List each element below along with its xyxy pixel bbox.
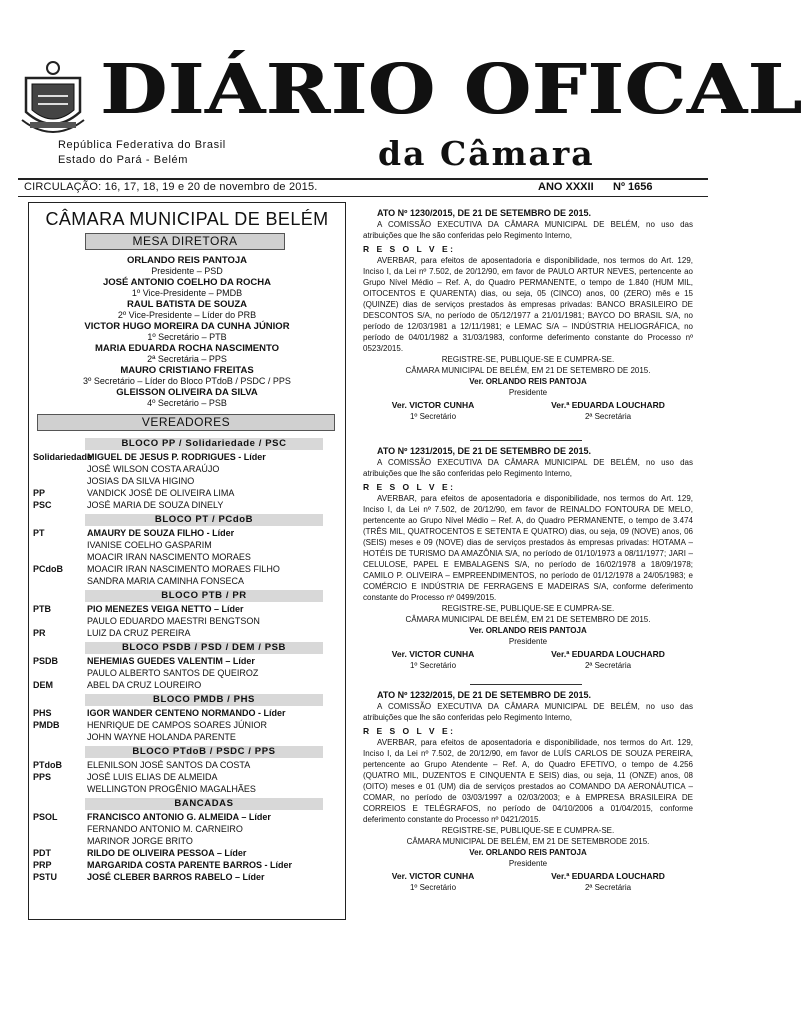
council-member-row	[29, 835, 345, 847]
signatures	[363, 871, 693, 895]
board-member-role: 1º Secretário – PTB	[147, 332, 227, 342]
council-member-name: PAULO EDUARDO MAESTRI BENGTSON	[87, 616, 260, 626]
party-label: PTdoB	[33, 760, 62, 770]
council-member-row	[29, 759, 345, 771]
council-member-row	[29, 551, 345, 563]
council-member-name: RILDO DE OLIVEIRA PESSOA – Líder	[87, 848, 247, 858]
signature-first-secretary	[363, 871, 503, 893]
signature-first-secretary	[363, 400, 503, 422]
council-member-name: VANDICK JOSÉ DE OLIVEIRA LIMA	[87, 488, 235, 498]
board-member-name: RAUL BATISTA DE SOUZA	[127, 299, 247, 310]
council-member-name: MARGARIDA COSTA PARENTE BARROS - Líder	[87, 860, 293, 870]
council-member-name: MARINOR JORGE BRITO	[87, 836, 193, 846]
act-block	[363, 690, 693, 895]
act-publish: REGISTRE-SE, PUBLIQUE-SE E CUMPRA-SE.	[441, 604, 615, 613]
council-member-row	[29, 487, 345, 499]
chamber-name: CÂMARA MUNICIPAL DE BELÉM	[45, 209, 329, 229]
masthead	[18, 48, 803, 196]
council-member-row	[29, 655, 345, 667]
council-member-name: JOSÉ CLEBER BARROS RABELO – Líder	[87, 872, 265, 882]
coat-of-arms-icon	[18, 60, 88, 138]
act-resolve: R E S O L V E:	[363, 482, 456, 492]
act-resolve: R E S O L V E:	[363, 244, 456, 254]
chamber-directory	[28, 202, 346, 920]
board-member-role: 4º Secretário – PSB	[147, 398, 227, 408]
party-label: PHS	[33, 708, 52, 718]
council-member-row	[29, 463, 345, 475]
president-role: Presidente	[508, 388, 548, 397]
council-member-name: WELLINGTON PROGÊNIO MAGALHÃES	[87, 784, 256, 794]
party-label: PPS	[33, 772, 52, 782]
council-member-name: JOSIAS DA SILVA HIGINO	[87, 476, 195, 486]
board-member-role: 2ª Secretária – PPS	[147, 354, 227, 364]
board-member-role: 3º Secretário – Líder do Bloco PTdoB / PSDC / PPS	[83, 376, 291, 386]
council-member-row	[29, 499, 345, 511]
gazette-title: DIÁRIO OFICAL	[100, 50, 803, 130]
act-title: ATO Nº 1230/2015, DE 21 DE SETEMBRO DE 2015.	[377, 208, 592, 218]
board-header: MESA DIRETORA	[85, 233, 285, 250]
board-member-name: GLEISSON OLIVEIRA DA SILVA	[116, 387, 258, 398]
party-label: PP	[33, 488, 46, 498]
council-member-row	[29, 859, 345, 871]
act-intro: A COMISSÃO EXECUTIVA DA CÂMARA MUNICIPAL DE BELÉM, no uso das atribuições que lhe são conferidas pelo Regimento Interno,	[363, 702, 693, 722]
signatory-name: Ver.ª EDUARDA LOUCHARD	[551, 400, 665, 410]
act-resolve: R E S O L V E:	[363, 726, 456, 736]
council-member-row	[29, 603, 345, 615]
signatory-name: Ver. VICTOR CUNHA	[391, 649, 475, 659]
council-member-row	[29, 563, 345, 575]
issuer-state: Estado do Pará - Belém	[58, 154, 188, 166]
act-body: AVERBAR, para efeitos de aposentadoria e disponibilidade, nos termos do Art. 129, Inciso I, da Lei nº 7.502, de 20/12/90, em favor de LUÍS CARLOS DE SOUZA PEREIRA, pertencente ao Grupo Atendente – Ref. A, do Quadro EFETIVO, o tempo de 4.256 (QUATRO MIL, DUZENTOS E CINQUENTA E SEIS) dias, ou seja, 11 (ONZE) anos, 08 (OITO) meses e 01 (UM) dia de serviços prestados ao COMANDO DA AERONÁUTICA – COMAR, no período de 03/03/1997 a 02/03/2003; e à EMPRESA BRASILEIRA DE CORREIOS E TELÉGRAFOS, no período de 04/10/2006 a 01/04/2015, conforme deferimento constante do Processo nº 0421/2015.	[363, 738, 693, 824]
party-label: PCdoB	[33, 564, 63, 574]
act-title: ATO Nº 1232/2015, DE 21 DE SETEMBRO DE 2015.	[377, 690, 592, 700]
council-member-row	[29, 707, 345, 719]
act-publish: REGISTRE-SE, PUBLIQUE-SE E CUMPRA-SE.	[441, 355, 615, 364]
signatory-role: 2ª Secretária	[584, 661, 632, 670]
president-role: Presidente	[508, 637, 548, 646]
council-member-name: MOACIR IRAN NASCIMENTO MORAES FILHO	[87, 564, 280, 574]
council-member-row	[29, 823, 345, 835]
party-label: PDT	[33, 848, 51, 858]
signature-first-secretary	[363, 649, 503, 671]
council-member-name: HENRIQUE DE CAMPOS SOARES JÚNIOR	[87, 720, 268, 730]
bloc-header: BANCADAS	[85, 798, 323, 810]
president-name: Ver. ORLANDO REIS PANTOJA	[469, 848, 587, 857]
council-header: VEREADORES	[37, 414, 335, 431]
board-member-name: ORLANDO REIS PANTOJA	[127, 255, 247, 266]
party-label: PSDB	[33, 656, 59, 666]
council-member-name: SANDRA MARIA CAMINHA FONSECA	[87, 576, 245, 586]
signatory-role: 1º Secretário	[409, 412, 457, 421]
president-role: Presidente	[508, 859, 548, 868]
council-member-name: MIGUEL DE JESUS P. RODRIGUES - Líder	[87, 452, 266, 462]
council-member-row	[29, 719, 345, 731]
council-member-name: JOSÉ LUIS ELIAS DE ALMEIDA	[87, 772, 218, 782]
board-member-role: Presidente – PSD	[151, 266, 223, 276]
party-label: PT	[33, 528, 45, 538]
act-publish: REGISTRE-SE, PUBLIQUE-SE E CUMPRA-SE.	[441, 826, 615, 835]
circulation-dates: CIRCULAÇÃO: 16, 17, 18, 19 e 20 de novembro de 2015.	[24, 181, 318, 193]
bloc-header: BLOCO PP / Solidariedade / PSC	[85, 438, 323, 450]
act-intro: A COMISSÃO EXECUTIVA DA CÂMARA MUNICIPAL DE BELÉM, no uso das atribuições que lhe são conferidas pelo Regimento Interno,	[363, 458, 693, 478]
party-label: PMDB	[33, 720, 60, 730]
party-label: PSC	[33, 500, 52, 510]
party-label: Solidariedade	[33, 452, 93, 462]
act-block	[363, 446, 693, 673]
act-body: AVERBAR, para efeitos de aposentadoria e disponibilidade, nos termos do Art. 129, Inciso I, da Lei nº 7.502, de 20/12/90, em favor de REINALDO FONTOURA DE MELO, pertencente ao Grupo Nível Médio – Ref. A, do Quadro PERMANENTE, o tempo de 3.474 (TRÊS MIL, QUATROCENTOS E SETENTA E QUATRO) dias, ou seja, 09 (NOVE) anos, 06 (SEIS) meses e 09 (NOVE) dias de serviços prestados às empresas privadas: HOTAMA – HOTÉIS DE TURISMO DA AMAZÔNIA S/A, no período de 01/10/1973 a 08/11/1977; JARI – CELULOSE, PAPEL E EMBALAGENS S/A, no período de 16/02/1978 a 18/09/1978; CAMILO P. OLIVEIRA – EMPREENDIMENTOS, no período de 01/12/1978 a 24/05/1983; e COMÉRCIO E INDÚSTRIA DE FERRAGENS E MADEIRAS S/A, conforme deferimento constante do Processo nº 0499/2015.	[363, 494, 693, 602]
party-label: PRP	[33, 860, 52, 870]
council-member-name: LUIZ DA CRUZ PEREIRA	[87, 628, 191, 638]
council-member-name: IVANISE COELHO GASPARIM	[87, 540, 212, 550]
gazette-subtitle: da Câmara	[378, 134, 595, 173]
act-divider	[470, 440, 582, 441]
act-place-date: CÂMARA MUNICIPAL DE BELÉM, EM 21 DE SETEMBRO DE 2015.	[405, 366, 651, 375]
council-member-name: JOSÉ MARIA DE SOUZA DINELY	[87, 500, 224, 510]
signature-second-secretary	[538, 649, 678, 671]
council-member-row	[29, 847, 345, 859]
president-name: Ver. ORLANDO REIS PANTOJA	[469, 377, 587, 386]
council-member-name: AMAURY DE SOUZA FILHO - Líder	[87, 528, 235, 538]
council-member-name: FERNANDO ANTONIO M. CARNEIRO	[87, 824, 243, 834]
board-member-name: VICTOR HUGO MOREIRA DA CUNHA JÚNIOR	[84, 321, 290, 332]
signatory-role: 2ª Secretária	[584, 412, 632, 421]
signatory-role: 1º Secretário	[409, 661, 457, 670]
circulation-bar	[18, 180, 708, 196]
act-block	[363, 208, 693, 424]
council-member-row	[29, 771, 345, 783]
bloc-header: BLOCO PT / PCdoB	[85, 514, 323, 526]
council-member-name: MOACIR IRAN NASCIMENTO MORAES	[87, 552, 251, 562]
council-member-name: JOHN WAYNE HOLANDA PARENTE	[87, 732, 236, 742]
signatory-role: 1º Secretário	[409, 883, 457, 892]
year-label: ANO XXXII	[538, 181, 594, 193]
council-member-name: NEHEMIAS GUEDES VALENTIM – Líder	[87, 656, 255, 666]
bloc-header: BLOCO PTdoB / PSDC / PPS	[85, 746, 323, 758]
issuer-block	[58, 138, 226, 168]
act-divider	[470, 684, 582, 685]
divider	[18, 196, 708, 197]
council-member-row	[29, 667, 345, 679]
council-member-row	[29, 539, 345, 551]
council-member-row	[29, 475, 345, 487]
council-member-row	[29, 679, 345, 691]
party-label: PTB	[33, 604, 51, 614]
council-member-row	[29, 731, 345, 743]
signatory-role: 2ª Secretária	[584, 883, 632, 892]
council-member-row	[29, 783, 345, 795]
council-member-row	[29, 527, 345, 539]
act-place-date: CÂMARA MUNICIPAL DE BELÉM, EM 21 DE SETEMBRODE 2015.	[406, 837, 650, 846]
council-member-name: FRANCISCO ANTONIO G. ALMEIDA – Líder	[87, 812, 271, 822]
party-label: PR	[33, 628, 46, 638]
act-body: AVERBAR, para efeitos de aposentadoria e disponibilidade, nos termos do Art. 129, Inciso I, da Lei nº 7.502, de 20/12/90, em favor de PAULO ARTUR NEVES, pertencente ao Grupo Nível Médio – Ref. A, do Quadro PERMANENTE, o tempo de 1.840 (HUM MIL, OITOCENTOS E QUARENTA) dias, ou seja, 05 (CINCO) anos, 00 (ZERO) mês e 15 (QUINZE) dias de serviços prestados às empresas privadas: BANCO BRASILEIRO DE DESCONTOS S/A, no período de 05/12/1977 a 21/01/1981; BAYCO DO BRASIL S/A, no período de 12/03/1981 a 12/11/1981; e LEMAC S/A – INDÚSTRIA HELIOGRÁFICA, no período de 04/01/1982 a 31/03/1983, conforme deferimento constante do Processo nº 0523/2015.	[363, 256, 693, 353]
signatures	[363, 649, 693, 673]
act-intro: A COMISSÃO EXECUTIVA DA CÂMARA MUNICIPAL DE BELÉM, no uso das atribuições que lhe são conferidas pelo Regimento Interno,	[363, 220, 693, 240]
board-member-name: JOSÉ ANTONIO COELHO DA ROCHA	[102, 277, 272, 288]
council-member-row	[29, 871, 345, 883]
president-name: Ver. ORLANDO REIS PANTOJA	[469, 626, 587, 635]
signatory-name: Ver. VICTOR CUNHA	[391, 400, 475, 410]
signature-second-secretary	[538, 400, 678, 422]
council-member-name: PAULO ALBERTO SANTOS DE QUEIROZ	[87, 668, 259, 678]
signature-second-secretary	[538, 871, 678, 893]
council-member-row	[29, 811, 345, 823]
council-member-name: JOSÉ WILSON COSTA ARAÚJO	[87, 464, 220, 474]
bloc-header: BLOCO PMDB / PHS	[85, 694, 323, 706]
board-member-name: MARIA EDUARDA ROCHA NASCIMENTO	[94, 343, 280, 354]
signatory-name: Ver.ª EDUARDA LOUCHARD	[551, 871, 665, 881]
council-member-name: PIO MENEZES VEIGA NETTO – Líder	[87, 604, 244, 614]
bloc-header: BLOCO PSDB / PSD / DEM / PSB	[85, 642, 323, 654]
council-member-row	[29, 451, 345, 463]
act-title: ATO Nº 1231/2015, DE 21 DE SETEMBRO DE 2015.	[377, 446, 592, 456]
signatory-name: Ver.ª EDUARDA LOUCHARD	[551, 649, 665, 659]
signatures	[363, 400, 693, 424]
signatory-name: Ver. VICTOR CUNHA	[391, 871, 475, 881]
council-member-name: ABEL DA CRUZ LOUREIRO	[87, 680, 202, 690]
party-label: PSTU	[33, 872, 58, 882]
board-member-role: 1º Vice-Presidente – PMDB	[131, 288, 243, 298]
council-member-row	[29, 627, 345, 639]
board-member-name: MAURO CRISTIANO FREITAS	[120, 365, 254, 376]
council-member-row	[29, 615, 345, 627]
council-member-row	[29, 575, 345, 587]
council-member-name: ELENILSON JOSÉ SANTOS DA COSTA	[87, 760, 251, 770]
act-place-date: CÂMARA MUNICIPAL DE BELÉM, EM 21 DE SETEMBRO DE 2015.	[405, 615, 651, 624]
issue-number: Nº 1656	[613, 181, 653, 193]
issuer-country: República Federativa do Brasil	[58, 139, 226, 151]
board-member-role: 2º Vice-Presidente – Líder do PRB	[117, 310, 257, 320]
council-member-name: IGOR WANDER CENTENO NORMANDO - Líder	[87, 708, 286, 718]
bloc-header: BLOCO PTB / PR	[85, 590, 323, 602]
party-label: PSOL	[33, 812, 58, 822]
party-label: DEM	[33, 680, 53, 690]
